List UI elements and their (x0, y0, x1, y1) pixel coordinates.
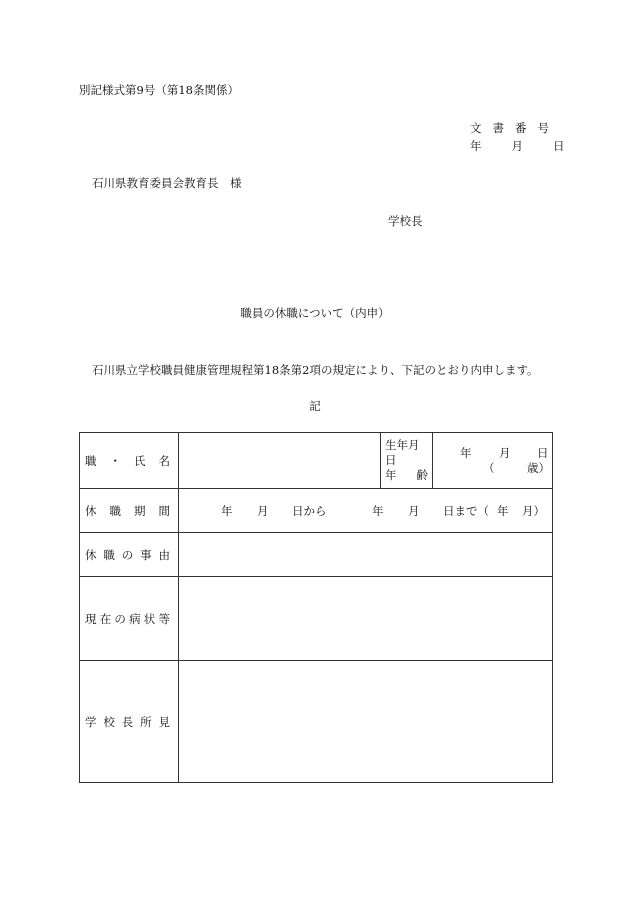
leave-reason-value-cell[interactable] (179, 533, 553, 577)
label-current-condition: 現 在 の 病 状 等 (80, 577, 179, 661)
label-leave-reason: 休 職 の 事 由 (80, 533, 179, 577)
row-principal-opinion (80, 661, 553, 783)
row-leave-reason (80, 533, 553, 577)
document-date (470, 138, 565, 154)
label-principal-opinion: 学 校 長 所 見 (80, 661, 179, 783)
sender: 学校長 (388, 214, 423, 228)
date-day: 日 (553, 139, 565, 153)
birth-age-label: 生年月日 年 齢 (381, 433, 433, 489)
label-leave-period: 休 職 期 間 (80, 489, 179, 533)
principal-opinion-value-cell[interactable] (179, 661, 553, 783)
name-value-cell[interactable] (179, 433, 381, 489)
birth-age-value-cell[interactable]: 年 月 日 （ 歳） (433, 433, 553, 489)
current-condition-value-cell[interactable] (179, 577, 553, 661)
label-name: 職 ・ 氏 名 (80, 433, 179, 489)
date-year: 年 (470, 139, 482, 153)
date-month: 月 (511, 139, 523, 153)
document-number-label: 文書番号 (470, 121, 560, 135)
form-label: 別記様式第9号（第18条関係） (79, 83, 239, 97)
row-name (80, 433, 553, 489)
document-title: 職員の休職について（内申） (240, 306, 390, 320)
addressee: 石川県教育委員会教育長 様 (92, 176, 242, 190)
leave-period-value-cell[interactable]: 年 月 日から 年 月 日まで（ 年 月） (179, 489, 553, 533)
row-leave-period (80, 489, 553, 533)
application-table (79, 432, 553, 783)
row-current-condition (80, 577, 553, 661)
ki-marker: 記 (309, 399, 321, 413)
body-text: 石川県立学校職員健康管理規程第18条第2項の規定により、下記のとおり内申します。 (92, 363, 539, 377)
